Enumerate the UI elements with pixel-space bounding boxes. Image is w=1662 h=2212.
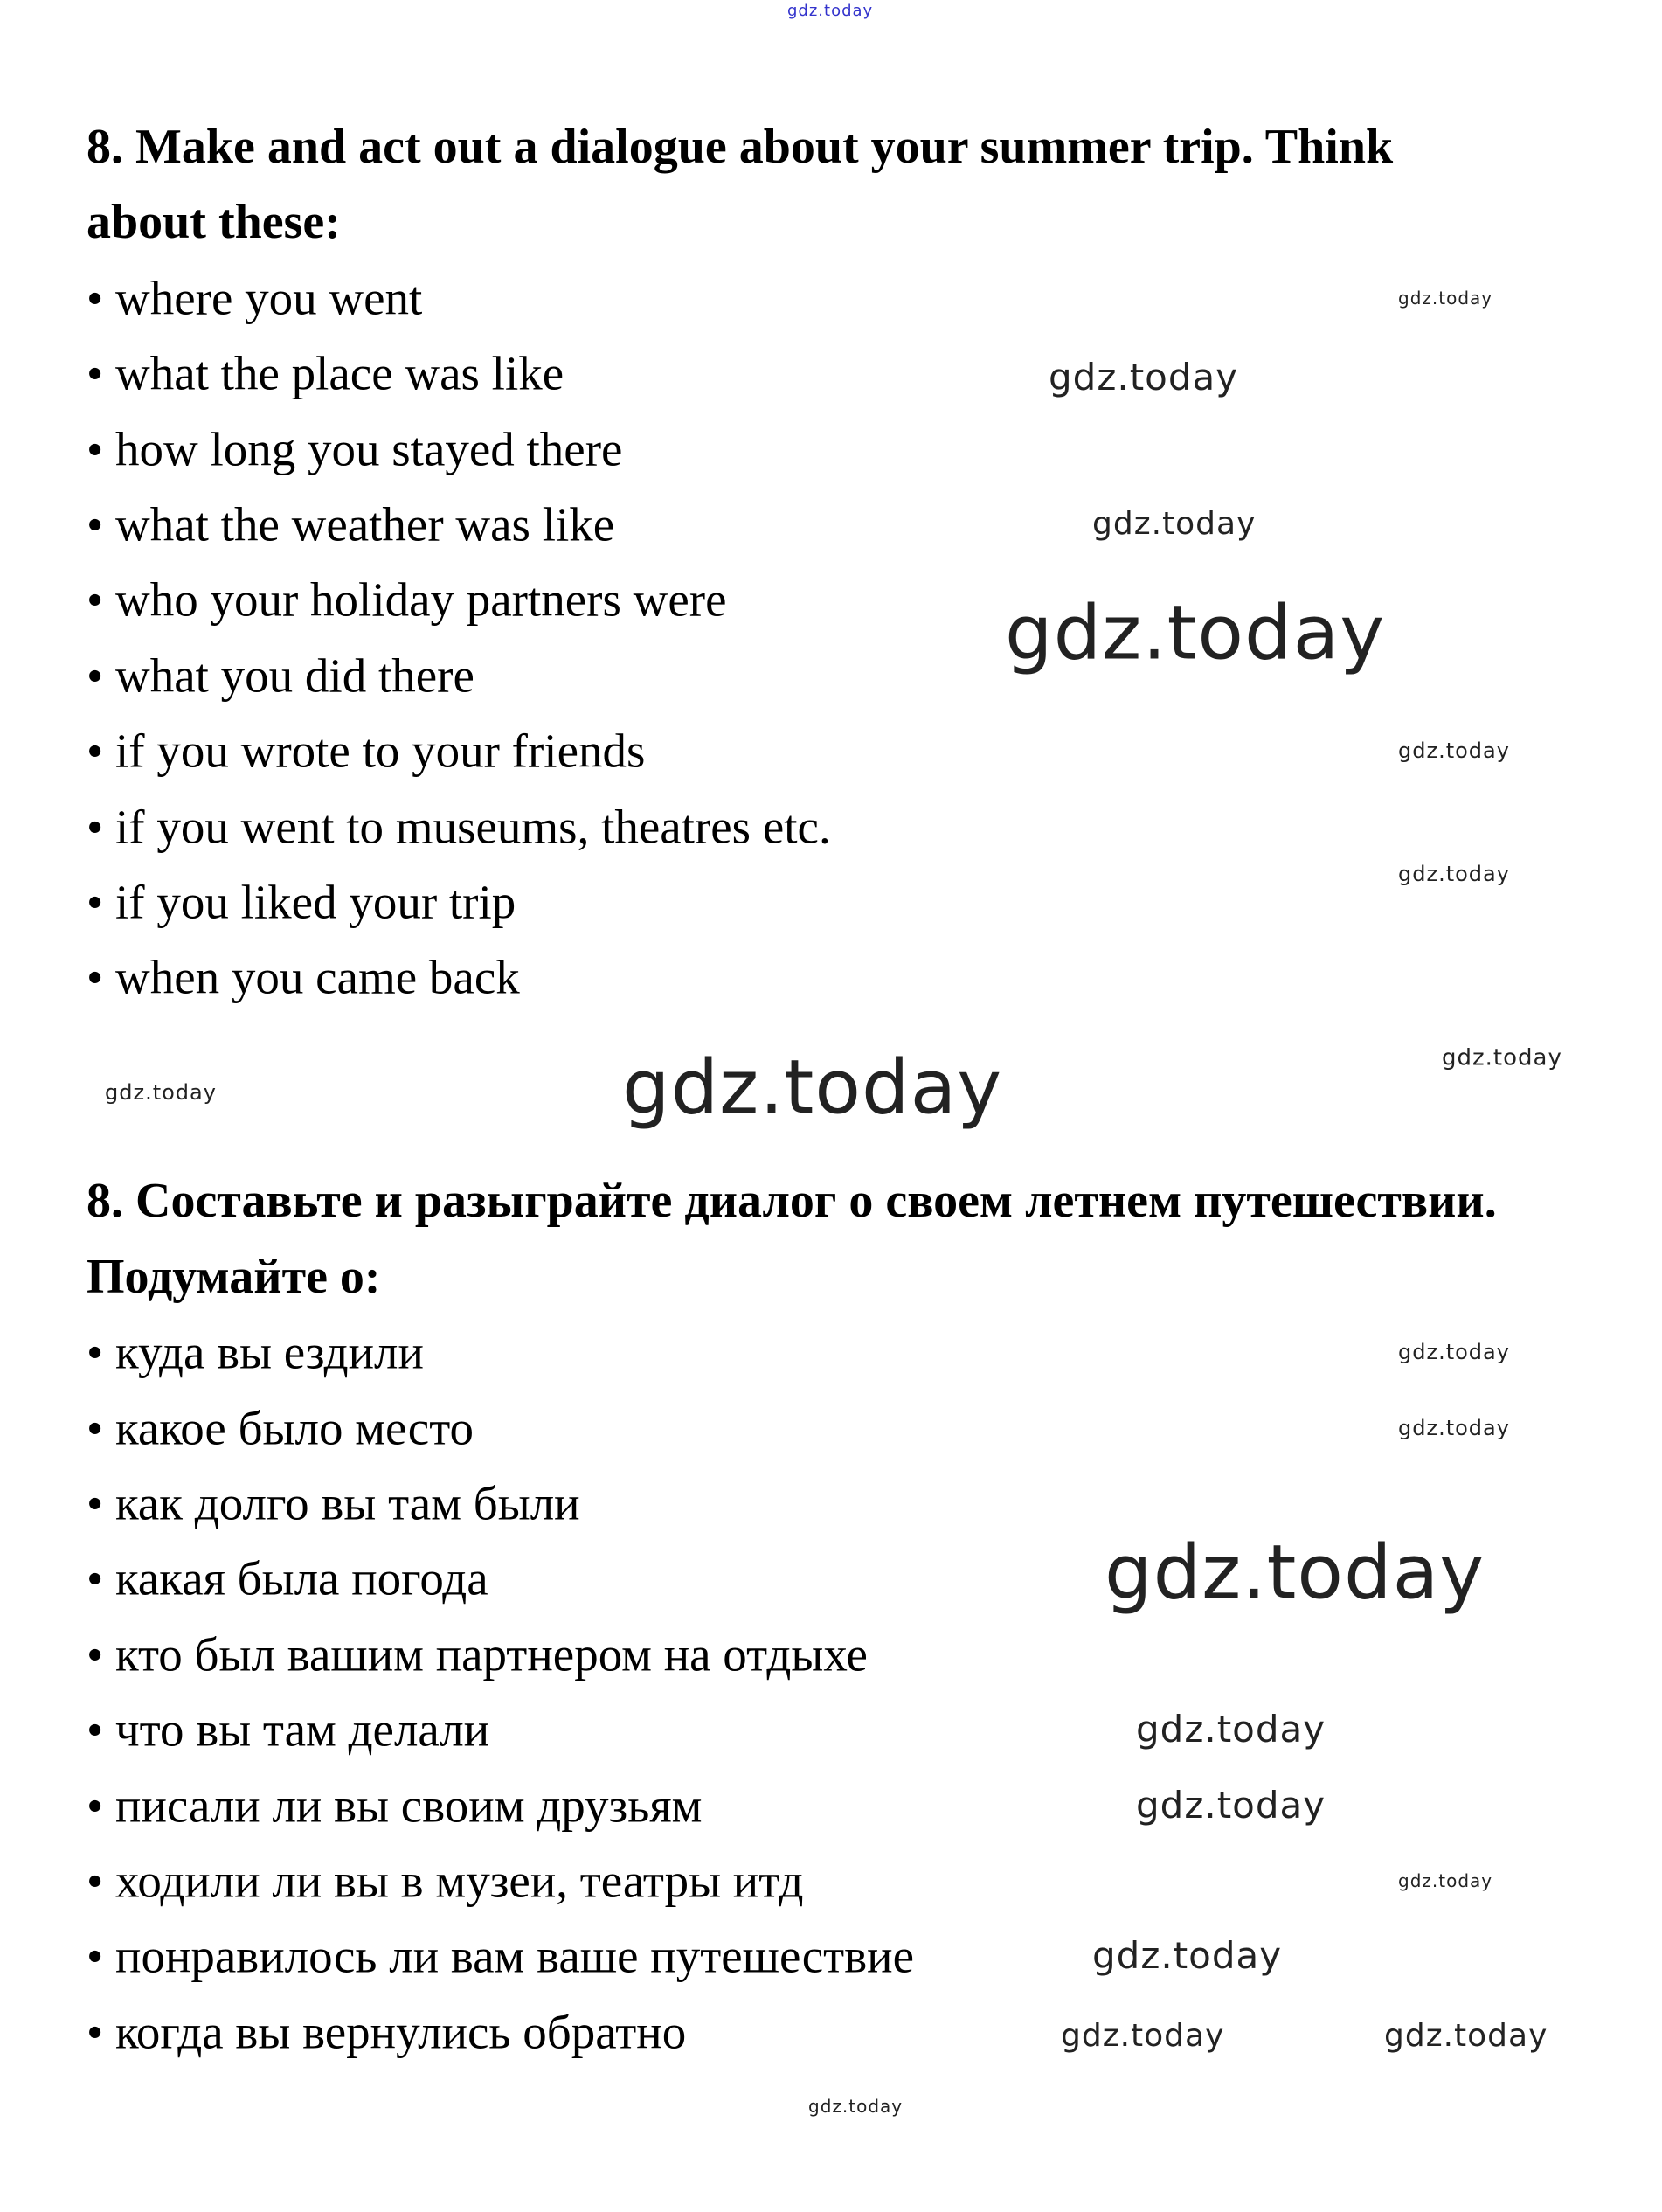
list-item: • if you wrote to your friends — [87, 724, 646, 778]
list-item: • if you went to museums, theatres etc. — [87, 800, 831, 854]
watermark: gdz.today — [1136, 1783, 1326, 1827]
english-heading-cont: about these: — [87, 194, 341, 249]
watermark: gdz.today — [1398, 1415, 1510, 1440]
watermark: gdz.today — [1061, 2018, 1225, 2055]
watermark: gdz.today — [1442, 1044, 1562, 1071]
list-item: • how long you stayed there — [87, 422, 623, 476]
list-item: • ходили ли вы в музеи, театры итд — [87, 1854, 804, 1908]
list-item: • как долго вы там были — [87, 1476, 580, 1530]
list-item: • what you did there — [87, 648, 474, 703]
watermark: gdz.today — [1384, 2018, 1548, 2055]
watermark: gdz.today — [808, 2096, 904, 2117]
list-item: • когда вы вернулись обратно — [87, 2005, 687, 2059]
watermark: gdz.today — [1398, 1339, 1510, 1364]
list-item: • куда вы ездили — [87, 1325, 424, 1379]
russian-heading-cont: Подумайте о: — [87, 1249, 381, 1304]
watermark: gdz.today — [105, 1079, 217, 1105]
english-heading: 8. Make and act out a dialogue about your summer trip. Think — [87, 119, 1394, 174]
watermark: gdz.today — [1105, 1529, 1485, 1617]
watermark: gdz.today — [1398, 861, 1510, 886]
watermark: gdz.today — [1136, 1707, 1326, 1751]
watermark: gdz.today — [1005, 589, 1386, 677]
watermark: gdz.today — [1049, 355, 1239, 399]
watermark: gdz.today — [787, 2, 874, 21]
list-item: • where you went — [87, 271, 423, 325]
watermark: gdz.today — [1398, 1870, 1493, 1891]
list-item: • какое было место — [87, 1401, 474, 1455]
watermark: gdz.today — [1092, 1933, 1283, 1977]
list-item: • писали ли вы своим друзьям — [87, 1779, 703, 1833]
watermark: gdz.today — [1398, 738, 1510, 763]
watermark: gdz.today — [622, 1044, 1003, 1132]
list-item: • who your holiday partners were — [87, 572, 727, 627]
russian-heading: 8. Составьте и разыграйте диалог о своем летнем путешествии. — [87, 1173, 1497, 1228]
list-item: • when you came back — [87, 950, 520, 1004]
list-item: • кто был вашим партнером на отдыхе — [87, 1627, 868, 1682]
watermark: gdz.today — [1398, 288, 1493, 309]
list-item: • if you liked your trip — [87, 875, 516, 929]
watermark: gdz.today — [1092, 506, 1257, 543]
list-item: • what the weather was like — [87, 497, 615, 551]
list-item: • what the place was like — [87, 346, 564, 400]
list-item: • понравилось ли вам ваше путешествие — [87, 1929, 915, 1983]
list-item: • какая была погода — [87, 1551, 488, 1605]
list-item: • что вы там делали — [87, 1702, 490, 1757]
